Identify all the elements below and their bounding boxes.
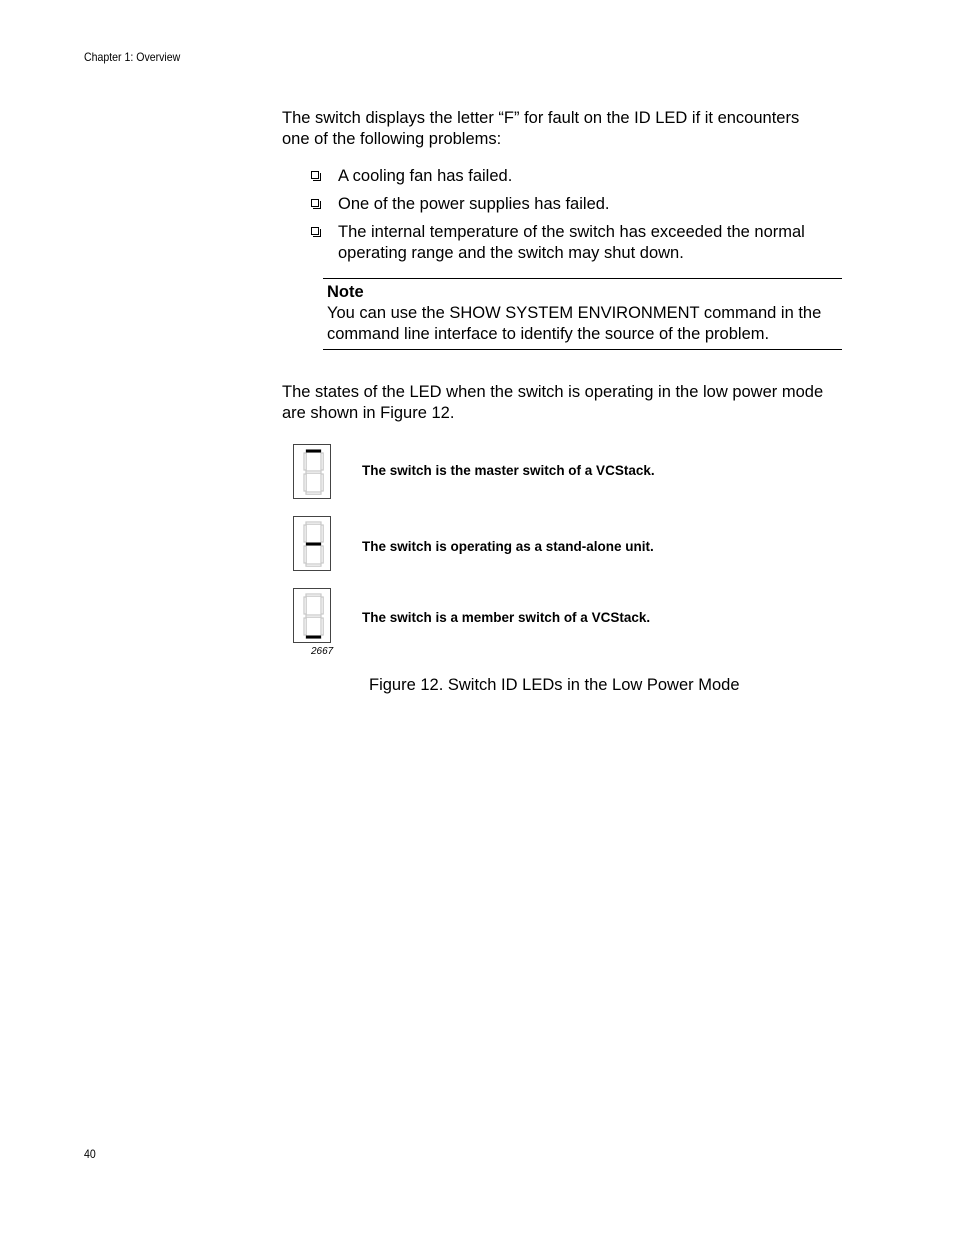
- states-paragraph: [282, 382, 852, 424]
- list-item: [310, 222, 840, 264]
- list-item: [310, 194, 840, 215]
- square-bullet-icon: [311, 199, 319, 207]
- list-item-text-continued: operating range and the switch may shut down.: [338, 244, 684, 262]
- seven-segment-led-icon: [294, 517, 332, 572]
- intro-line-2: one of the following problems:: [282, 130, 502, 148]
- led-display: [293, 588, 331, 643]
- list-item-text: One of the power supplies has failed.: [338, 195, 610, 213]
- note-box: [323, 278, 842, 350]
- running-head: Chapter 1: Overview: [84, 50, 181, 64]
- led-label-master: The switch is the master switch of a VCStack.: [362, 463, 655, 478]
- list-item-text: A cooling fan has failed.: [338, 167, 513, 185]
- led-label-standalone: The switch is operating as a stand-alone unit.: [362, 539, 654, 554]
- states-line-1: The states of the LED when the switch is operating in the low power mode: [282, 383, 824, 401]
- lit-segment-middle: [306, 543, 321, 546]
- figure-caption: Figure 12. Switch ID LEDs in the Low Power Mode: [369, 676, 740, 694]
- note-title: Note: [327, 283, 364, 301]
- page-number: 40: [84, 1147, 96, 1161]
- lit-segment-top: [306, 450, 321, 453]
- states-line-2: are shown in Figure 12.: [282, 404, 455, 422]
- square-bullet-icon: [311, 227, 319, 235]
- seven-segment-led-icon: [294, 445, 332, 500]
- seven-segment-led-icon: [294, 589, 332, 644]
- led-label-member: The switch is a member switch of a VCStack.: [362, 610, 651, 625]
- figure-id: 2667: [311, 646, 334, 657]
- list-item-text: The internal temperature of the switch has exceeded the normal: [338, 223, 805, 241]
- intro-paragraph: [282, 108, 852, 150]
- note-line-1: You can use the SHOW SYSTEM ENVIRONMENT command in the: [327, 304, 822, 322]
- intro-line-1: The switch displays the letter “F” for fault on the ID LED if it encounters: [282, 109, 800, 127]
- problem-list: [310, 166, 840, 271]
- lit-segment-bottom: [306, 636, 321, 639]
- led-display: [293, 516, 331, 571]
- square-bullet-icon: [311, 171, 319, 179]
- note-line-2: command line interface to identify the source of the problem.: [327, 325, 770, 343]
- list-item: [310, 166, 840, 187]
- led-display: [293, 444, 331, 499]
